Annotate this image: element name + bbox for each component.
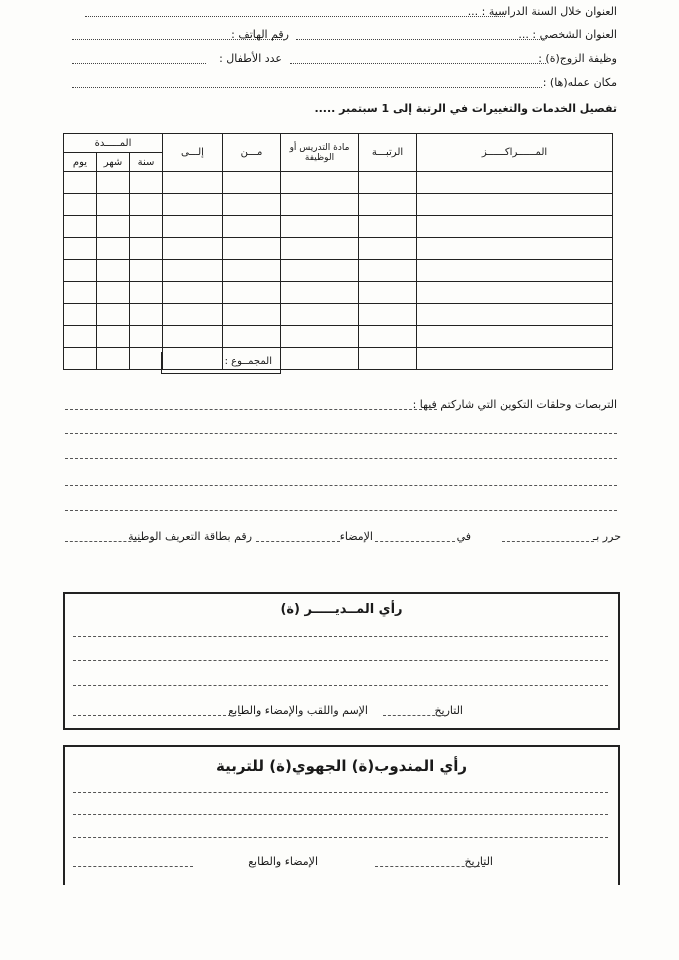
- table-row: [64, 282, 613, 304]
- table-cell[interactable]: [163, 304, 223, 326]
- table-cell[interactable]: [417, 194, 613, 216]
- workplace-line[interactable]: [72, 87, 542, 88]
- table-cell[interactable]: [359, 260, 417, 282]
- director-opinion-box: [63, 592, 620, 730]
- table-cell[interactable]: [359, 194, 417, 216]
- spouse-job-line[interactable]: [290, 63, 546, 64]
- address-during-year-line[interactable]: [85, 16, 505, 17]
- table-row: [64, 304, 613, 326]
- table-cell[interactable]: [223, 304, 281, 326]
- table-cell[interactable]: [64, 326, 97, 348]
- services-table: [63, 133, 613, 370]
- table-cell[interactable]: [97, 282, 130, 304]
- table-cell[interactable]: [417, 304, 613, 326]
- director-name-sig-label: الإسم واللقب والإمضاء والطابع: [228, 704, 368, 717]
- delegate-sig-label: الإمضاء والطابع: [248, 855, 318, 868]
- col-centers-header: المــــــراكــــــز: [417, 134, 613, 172]
- col-from-header: مـــن: [223, 134, 281, 172]
- spouse-job-label: وظيفة الزوج(ة) :: [538, 52, 617, 65]
- training-line-4[interactable]: [65, 485, 617, 486]
- director-box-title: رأي المــديـــــر (ة): [280, 602, 403, 617]
- table-cell[interactable]: [417, 260, 613, 282]
- director-date-label: التاريخ: [434, 704, 463, 717]
- col-month-header: شهر: [97, 153, 130, 172]
- table-cell[interactable]: [64, 194, 97, 216]
- on-line[interactable]: [375, 541, 455, 542]
- director-sig-line[interactable]: [73, 715, 241, 716]
- table-cell[interactable]: [97, 348, 130, 370]
- total-cell[interactable]: [161, 352, 281, 374]
- table-cell[interactable]: [281, 326, 359, 348]
- children-count-label: عدد الأطفال :: [219, 52, 282, 65]
- table-cell[interactable]: [163, 172, 223, 194]
- col-subject-header: مادة التدريس أو الوظيفة: [281, 134, 359, 172]
- table-cell[interactable]: [281, 304, 359, 326]
- table-cell[interactable]: [359, 216, 417, 238]
- training-line-1[interactable]: [65, 409, 437, 410]
- table-cell[interactable]: [163, 238, 223, 260]
- col-day-header: يوم: [64, 153, 97, 172]
- col-year-header: سنة: [130, 153, 163, 172]
- col-to-header: إلـــى: [163, 134, 223, 172]
- table-cell[interactable]: [64, 348, 97, 370]
- table-cell[interactable]: [223, 260, 281, 282]
- table-cell[interactable]: [97, 172, 130, 194]
- table-cell[interactable]: [130, 238, 163, 260]
- table-cell[interactable]: [163, 194, 223, 216]
- director-line-1[interactable]: [73, 636, 608, 637]
- table-cell[interactable]: [281, 172, 359, 194]
- delegate-line-1[interactable]: [73, 792, 608, 793]
- phone-line[interactable]: [72, 39, 286, 40]
- col-rank-header: الرتبـــة: [359, 134, 417, 172]
- director-line-2[interactable]: [73, 660, 608, 661]
- table-row: [64, 348, 613, 370]
- training-label: التربصات وحلقات التكوين التي شاركتم فيها :: [412, 398, 617, 411]
- delegate-line-3[interactable]: [73, 837, 608, 838]
- delegate-opinion-box: [63, 745, 620, 885]
- table-cell[interactable]: [163, 260, 223, 282]
- delegate-box-title: رأي المندوب(ة) الجهوي(ة) للتربية: [215, 757, 468, 775]
- table-cell[interactable]: [281, 238, 359, 260]
- id-card-line[interactable]: [65, 541, 141, 542]
- written-in-line[interactable]: [502, 541, 594, 542]
- table-cell[interactable]: [223, 326, 281, 348]
- table-cell[interactable]: [163, 216, 223, 238]
- on-label: في: [456, 530, 471, 543]
- id-card-label: رقم بطاقة التعريف الوطنية: [128, 530, 252, 543]
- table-cell[interactable]: [130, 216, 163, 238]
- table-cell[interactable]: [97, 326, 130, 348]
- table-cell[interactable]: [223, 194, 281, 216]
- signature-label: الإمضاء: [339, 530, 373, 543]
- table-cell[interactable]: [281, 194, 359, 216]
- delegate-date-label: التاريخ: [464, 855, 493, 868]
- table-cell[interactable]: [359, 282, 417, 304]
- director-date-line[interactable]: [383, 715, 445, 716]
- table-cell[interactable]: [64, 304, 97, 326]
- delegate-date-line[interactable]: [375, 866, 485, 867]
- table-cell[interactable]: [281, 282, 359, 304]
- table-cell[interactable]: [163, 282, 223, 304]
- written-in-label: حرر بـ: [593, 530, 621, 543]
- table-row: [64, 238, 613, 260]
- table-cell[interactable]: [64, 172, 97, 194]
- table-cell[interactable]: [223, 282, 281, 304]
- table-cell[interactable]: [417, 172, 613, 194]
- table-cell[interactable]: [359, 304, 417, 326]
- training-line-2[interactable]: [65, 433, 617, 434]
- delegate-line-2[interactable]: [73, 814, 608, 815]
- table-cell[interactable]: [223, 172, 281, 194]
- table-cell[interactable]: [130, 260, 163, 282]
- personal-address-label: العنوان الشخصي : ...: [518, 28, 617, 41]
- table-cell[interactable]: [417, 238, 613, 260]
- table-cell[interactable]: [417, 282, 613, 304]
- table-cell[interactable]: [130, 326, 163, 348]
- table-row: [64, 260, 613, 282]
- address-during-year-label: العنوان خلال السنة الدراسية : ...: [467, 5, 617, 18]
- table-cell[interactable]: [417, 348, 613, 370]
- table-cell[interactable]: [281, 260, 359, 282]
- children-count-line[interactable]: [72, 63, 206, 64]
- table-cell[interactable]: [130, 304, 163, 326]
- training-line-5[interactable]: [65, 510, 617, 511]
- table-cell[interactable]: [417, 216, 613, 238]
- table-cell[interactable]: [97, 304, 130, 326]
- table-cell[interactable]: [130, 282, 163, 304]
- director-line-3[interactable]: [73, 685, 608, 686]
- col-duration-header: المـــــدة: [64, 134, 163, 153]
- phone-label: رقم الهاتف :: [231, 28, 289, 41]
- personal-address-line[interactable]: [296, 39, 544, 40]
- table-cell[interactable]: [130, 172, 163, 194]
- table-row: [64, 216, 613, 238]
- table-cell[interactable]: [97, 260, 130, 282]
- table-cell[interactable]: [163, 326, 223, 348]
- signature-line[interactable]: [256, 541, 340, 542]
- table-cell[interactable]: [417, 326, 613, 348]
- table-row: [64, 172, 613, 194]
- table-cell[interactable]: [359, 326, 417, 348]
- workplace-label: مكان عمله(ها) :: [542, 76, 617, 89]
- table-cell[interactable]: [130, 194, 163, 216]
- training-line-3[interactable]: [65, 458, 617, 459]
- delegate-sig-line[interactable]: [73, 866, 193, 867]
- table-cell[interactable]: [64, 260, 97, 282]
- table-cell[interactable]: [359, 238, 417, 260]
- table-cell[interactable]: [359, 348, 417, 370]
- table-cell[interactable]: [97, 194, 130, 216]
- table-cell[interactable]: [130, 348, 163, 370]
- table-row: [64, 326, 613, 348]
- table-cell[interactable]: [64, 282, 97, 304]
- table-cell[interactable]: [281, 348, 359, 370]
- table-cell[interactable]: [223, 238, 281, 260]
- table-row: [64, 194, 613, 216]
- table-cell[interactable]: [64, 216, 97, 238]
- table-cell[interactable]: [223, 216, 281, 238]
- table-cell[interactable]: [97, 238, 130, 260]
- table-cell[interactable]: [97, 216, 130, 238]
- total-label: المجمــوع :: [224, 356, 272, 367]
- table-cell[interactable]: [359, 172, 417, 194]
- services-title: تفصيل الخدمات والتغييرات في الرتبة إلى 1 سبتمبر .....: [314, 102, 617, 115]
- table-cell[interactable]: [64, 238, 97, 260]
- table-cell[interactable]: [281, 216, 359, 238]
